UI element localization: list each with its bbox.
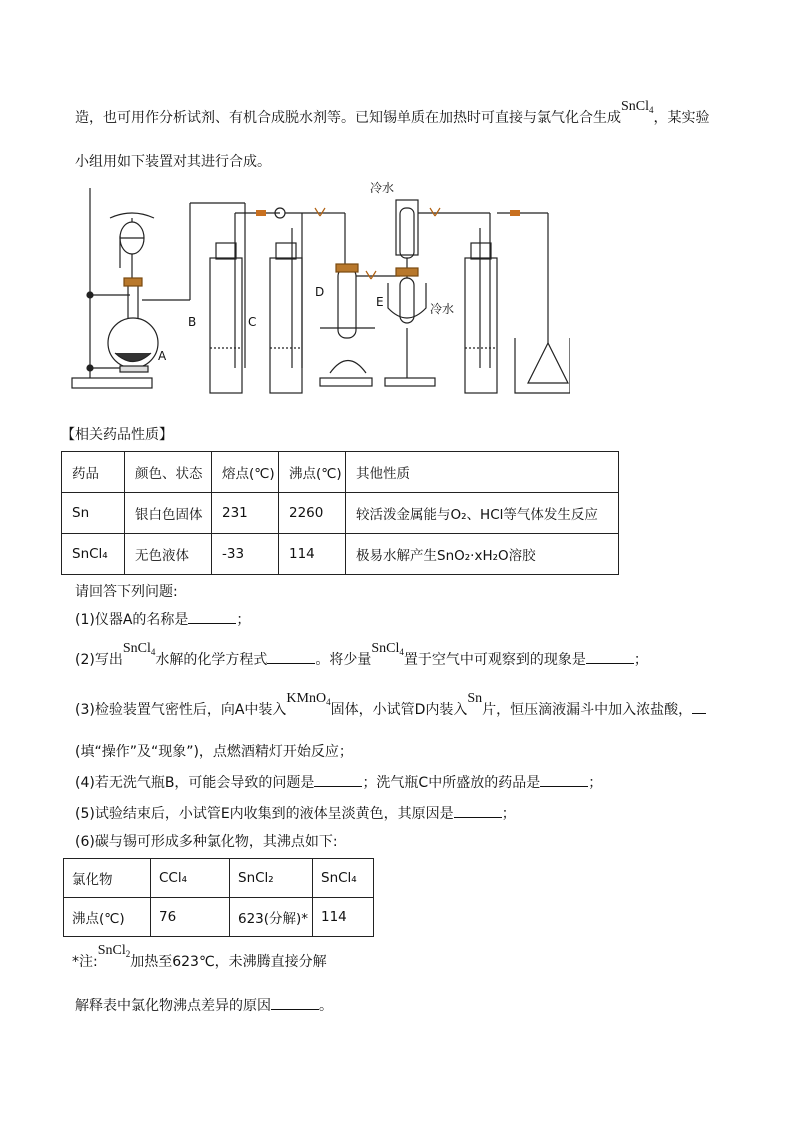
intro-text-a: 造，也可用作分析试剂、有机合成脱水剂等。已知锡单质在加热时可直接与氯气化合生成 — [75, 110, 621, 126]
table-cell: SnCl₄ — [62, 534, 125, 575]
note-text: 加热至623℃，未沸腾直接分解 — [130, 954, 327, 970]
table-cell: 114 — [313, 898, 374, 937]
table-cell: 76 — [151, 898, 230, 937]
header-cell: SnCl₂ — [230, 859, 313, 898]
boiling-point-table — [63, 858, 374, 937]
intro-text-b: ，某实验 — [653, 110, 710, 126]
answer-blank-4a[interactable] — [314, 774, 362, 787]
sncl4-formula: SnCl$_4$ — [122, 641, 156, 657]
answer-blank-2b[interactable] — [586, 651, 634, 664]
q5-end: ； — [501, 806, 516, 822]
label-d: D — [315, 285, 325, 299]
props-title: 【相关药品性质】 — [61, 427, 173, 443]
header-cell: 其他性质 — [346, 452, 619, 493]
sncl2-formula: SnCl$_2$ — [97, 943, 131, 959]
table-row — [64, 898, 374, 937]
header-cell: 药品 — [62, 452, 125, 493]
q2-end: ； — [633, 652, 648, 668]
props-table — [61, 451, 619, 575]
label-a: A — [158, 349, 167, 363]
header-cell: CCl₄ — [151, 859, 230, 898]
answer-blank-1[interactable] — [188, 611, 236, 624]
table-cell: 2260 — [279, 493, 346, 534]
q3-text-a: (3)检验装置气密性后，向A中装入 — [75, 702, 287, 718]
table-cell: Sn — [62, 493, 125, 534]
q3-text-b: 固体，小试管D内装入 — [330, 702, 468, 718]
beaker — [515, 338, 570, 393]
answer-blank-4b[interactable] — [540, 774, 588, 787]
label-b: B — [188, 315, 197, 329]
question-5 — [75, 804, 516, 824]
table-cell: 114 — [279, 534, 346, 575]
inverted-funnel — [528, 343, 568, 383]
question-6: (6)碳与锡可形成多种氯化物，其沸点如下: — [75, 834, 338, 850]
final-end: 。 — [319, 998, 333, 1014]
q1-text: (1)仪器A的名称是 — [75, 612, 189, 628]
label-cold-water-side: 冷水 — [430, 302, 455, 316]
bottle-c — [270, 258, 302, 393]
label-e: E — [376, 295, 384, 309]
intro-line-1 — [75, 99, 710, 132]
sn-formula: Sn — [467, 691, 483, 706]
table-cell: 极易水解产生SnO₂·xH₂O溶胶 — [346, 534, 619, 575]
table-row — [62, 534, 619, 575]
q3-text-c: 片，恒压滴液漏斗中加入浓盐酸， — [482, 702, 693, 718]
answer-blank-6[interactable] — [271, 997, 319, 1010]
question-3 — [75, 691, 706, 724]
q2-text-a: (2)写出 — [75, 652, 123, 668]
table-cell: 623(分解)* — [230, 898, 313, 937]
question-4 — [75, 773, 602, 793]
test-tube-e — [400, 278, 414, 323]
note — [72, 943, 327, 976]
table-cell: -33 — [212, 534, 279, 575]
answer-blank-5[interactable] — [454, 805, 502, 818]
table-cell: 沸点(℃) — [64, 898, 151, 937]
cold-water-bath — [388, 283, 426, 318]
question-3-line-2: (填“操作”及“现象”)，点燃酒精灯开始反应； — [75, 744, 353, 760]
question-1 — [75, 610, 250, 630]
q2-text-c: 。将少量 — [315, 652, 372, 668]
answer-blank-3[interactable] — [692, 701, 706, 714]
q2-text-d: 置于空气中可观察到的现象是 — [403, 652, 586, 668]
stand-base — [72, 378, 152, 388]
q5-text-a: (5)试验结束后，小试管E内收集到的液体呈淡黄色，其原因是 — [75, 806, 454, 822]
final-question — [75, 996, 333, 1016]
table-cell: 较活泼金属能与O₂、HCl等气体发生反应 — [346, 493, 619, 534]
alcohol-lamp — [330, 361, 366, 374]
table-header-row — [62, 452, 619, 493]
answer-blank-2a[interactable] — [267, 651, 315, 664]
table-row — [62, 493, 619, 534]
header-cell: 熔点(℃) — [212, 452, 279, 493]
header-cell: 颜色、状态 — [125, 452, 212, 493]
q4-end: ； — [588, 775, 603, 791]
sncl4-formula: SnCl$_4$ — [371, 641, 404, 657]
table-header-row — [64, 859, 374, 898]
questions-lead: 请回答下列问题: — [75, 584, 178, 600]
label-cold-water-top: 冷水 — [370, 181, 395, 195]
bottle-f — [465, 258, 497, 393]
bottle-b — [210, 258, 242, 393]
table-cell: 银白色固体 — [125, 493, 212, 534]
q2-text-b: 水解的化学方程式 — [155, 652, 268, 668]
table-cell: 无色液体 — [125, 534, 212, 575]
sncl4-formula: SnCl$_4$ — [621, 99, 654, 115]
label-c: C — [248, 315, 257, 329]
note-prefix: *注: — [72, 954, 98, 970]
q1-end: ； — [236, 612, 251, 628]
header-cell: 沸点(℃) — [279, 452, 346, 493]
question-2 — [75, 641, 648, 674]
q4-text-a: (4)若无洗气瓶B，可能会导致的问题是 — [75, 775, 315, 791]
kmno4-formula: KMnO$_4$ — [286, 691, 331, 707]
intro-line-2: 小组用如下装置对其进行合成。 — [75, 154, 271, 170]
q4-text-b: ；洗气瓶C中所盛放的药品是 — [362, 775, 541, 791]
header-cell: SnCl₄ — [313, 859, 374, 898]
final-text: 解释表中氯化物沸点差异的原因 — [75, 998, 271, 1014]
header-cell: 氯化物 — [64, 859, 151, 898]
table-cell: 231 — [212, 493, 279, 534]
apparatus-diagram — [70, 178, 570, 398]
